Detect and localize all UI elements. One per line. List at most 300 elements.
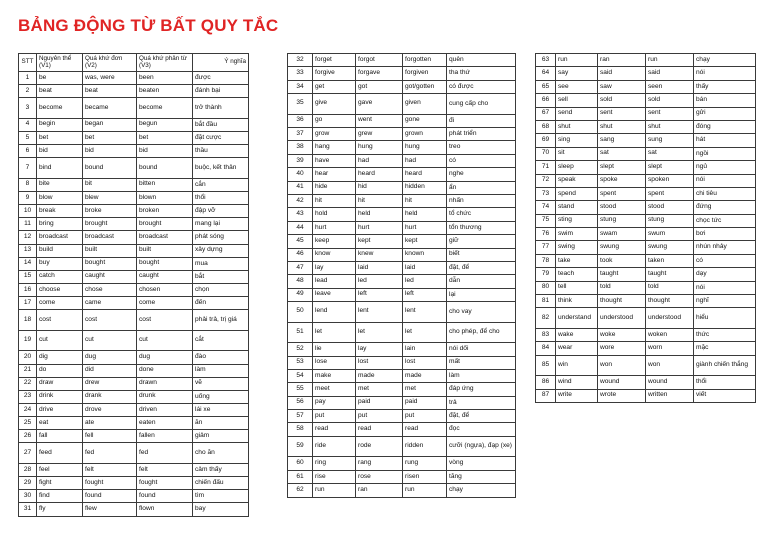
cell-stt: 25 — [19, 417, 37, 430]
table-row — [19, 270, 249, 283]
cell-meaning: đóng — [694, 120, 756, 133]
cell-v1: buy — [37, 257, 83, 270]
cell-v3: hit — [403, 195, 447, 208]
cell-v3: woken — [646, 328, 694, 341]
cell-stt: 6 — [19, 145, 37, 158]
cell-meaning: làm — [193, 364, 249, 377]
cell-v1: sing — [556, 134, 598, 147]
cell-v1: bite — [37, 178, 83, 191]
cell-v1: leave — [313, 288, 356, 301]
cell-meaning: mua — [193, 257, 249, 270]
table-row — [536, 201, 756, 214]
cell-v2: rose — [356, 470, 403, 483]
table-row — [536, 94, 756, 107]
cell-meaning: cảm thấy — [193, 463, 249, 476]
table-row — [19, 377, 249, 390]
cell-v3: understood — [646, 308, 694, 329]
cell-v2: dug — [83, 351, 137, 364]
cell-stt: 48 — [288, 275, 313, 288]
cell-v2: heard — [356, 168, 403, 181]
table-row — [288, 235, 516, 248]
cell-v2: let — [356, 322, 403, 343]
cell-v3: stood — [646, 201, 694, 214]
cell-v2: blew — [83, 191, 137, 204]
cell-v1: become — [37, 98, 83, 119]
cell-meaning: ngồi — [694, 147, 756, 160]
cell-v3: ridden — [403, 436, 447, 457]
cell-meaning: chạy — [447, 484, 516, 497]
cell-meaning: thức — [694, 328, 756, 341]
cell-v1: wear — [556, 342, 598, 355]
table-row — [288, 343, 516, 356]
cell-v2: broadcast — [83, 231, 137, 244]
cell-v3: swung — [646, 241, 694, 254]
cell-v1: break — [37, 205, 83, 218]
cell-v1: shut — [556, 120, 598, 133]
cell-v1: bind — [37, 158, 83, 179]
cell-v2: found — [83, 490, 137, 503]
cell-v3: driven — [137, 403, 193, 416]
cell-v1: send — [556, 107, 598, 120]
cell-v1: begin — [37, 118, 83, 131]
cell-stt: 72 — [536, 174, 556, 187]
cell-v2: forgave — [356, 67, 403, 80]
cell-meaning: đánh bại — [193, 85, 249, 98]
cell-v3: caught — [137, 270, 193, 283]
cell-v1: speak — [556, 174, 598, 187]
cell-stt: 31 — [19, 503, 37, 516]
verb-table-1 — [18, 53, 249, 517]
cell-stt: 43 — [288, 208, 313, 221]
cell-v1: swim — [556, 228, 598, 241]
cell-v2: left — [356, 288, 403, 301]
cell-stt: 57 — [288, 410, 313, 423]
cell-v1: lend — [313, 302, 356, 323]
cell-v1: keep — [313, 235, 356, 248]
cell-v3: made — [403, 369, 447, 382]
cell-meaning: nói — [694, 174, 756, 187]
cell-v2: drew — [83, 377, 137, 390]
cell-meaning: đến — [193, 297, 249, 310]
cell-v2: fell — [83, 430, 137, 443]
table-row — [536, 80, 756, 93]
cell-v2: lost — [356, 356, 403, 369]
cell-meaning: nói — [694, 281, 756, 294]
cell-stt: 47 — [288, 261, 313, 274]
table-row — [536, 281, 756, 294]
cell-v3: bought — [137, 257, 193, 270]
cell-v3: won — [646, 355, 694, 376]
cell-v2: beat — [83, 85, 137, 98]
cell-stt: 71 — [536, 161, 556, 174]
cell-meaning: chạy — [694, 54, 756, 67]
cell-stt: 77 — [536, 241, 556, 254]
cell-stt: 29 — [19, 477, 37, 490]
table-row — [288, 275, 516, 288]
cell-meaning: cắn — [193, 178, 249, 191]
cell-v1: wind — [556, 376, 598, 389]
cell-v2: did — [83, 364, 137, 377]
table-row — [288, 423, 516, 436]
table-row — [288, 94, 516, 115]
cell-v2: bid — [83, 145, 137, 158]
cell-v2: met — [356, 383, 403, 396]
cell-v2: laid — [356, 261, 403, 274]
table-row — [19, 297, 249, 310]
cell-meaning: tha thứ — [447, 67, 516, 80]
cell-v1: cut — [37, 330, 83, 351]
cell-stt: 65 — [536, 80, 556, 93]
cell-meaning: nói dối — [447, 343, 516, 356]
cell-v1: give — [313, 94, 356, 115]
cell-meaning: có — [694, 254, 756, 267]
cell-stt: 3 — [19, 98, 37, 119]
cell-v2: caught — [83, 270, 137, 283]
cell-meaning: bán — [694, 94, 756, 107]
table-row — [19, 443, 249, 464]
cell-v1: spend — [556, 187, 598, 200]
cell-v3: rung — [403, 457, 447, 470]
cell-v1: swing — [556, 241, 598, 254]
table-row — [288, 261, 516, 274]
cell-v3: thought — [646, 295, 694, 308]
cell-v1: bid — [37, 145, 83, 158]
cell-v2: wore — [598, 342, 646, 355]
table-row — [19, 417, 249, 430]
cell-meaning: thổi — [193, 191, 249, 204]
cell-v3: come — [137, 297, 193, 310]
cell-v1: sell — [556, 94, 598, 107]
cell-v3: lent — [403, 302, 447, 323]
cell-stt: 64 — [536, 67, 556, 80]
cell-stt: 69 — [536, 134, 556, 147]
cell-v3: fought — [137, 477, 193, 490]
table-row — [288, 80, 516, 93]
cell-meaning: biết — [447, 248, 516, 261]
cell-v2: spent — [598, 187, 646, 200]
cell-v3: forgiven — [403, 67, 447, 80]
cell-stt: 23 — [19, 390, 37, 403]
cell-v1: meet — [313, 383, 356, 396]
cell-meaning: uống — [193, 390, 249, 403]
table-row — [288, 383, 516, 396]
cell-v2: told — [598, 281, 646, 294]
cell-v1: let — [313, 322, 356, 343]
table-row — [19, 98, 249, 119]
cell-stt: 83 — [536, 328, 556, 341]
table-row — [536, 295, 756, 308]
cell-v3: left — [403, 288, 447, 301]
cell-v3: worn — [646, 342, 694, 355]
cell-v3: laid — [403, 261, 447, 274]
cell-v3: given — [403, 94, 447, 115]
cell-v3: taught — [646, 268, 694, 281]
cell-v2: taught — [598, 268, 646, 281]
cell-stt: 75 — [536, 214, 556, 227]
cell-stt: 80 — [536, 281, 556, 294]
cell-meaning: cho phép, để cho — [447, 322, 516, 343]
cell-v1: run — [556, 54, 598, 67]
cell-v3: grown — [403, 128, 447, 141]
cell-v2: wound — [598, 376, 646, 389]
cell-stt: 63 — [536, 54, 556, 67]
cell-v3: forgotten — [403, 54, 447, 67]
table-row — [19, 403, 249, 416]
cell-v3: known — [403, 248, 447, 261]
cell-v1: feel — [37, 463, 83, 476]
table-row — [288, 322, 516, 343]
cell-v2: slept — [598, 161, 646, 174]
cell-meaning: đáp ứng — [447, 383, 516, 396]
cell-stt: 24 — [19, 403, 37, 416]
cell-v3: risen — [403, 470, 447, 483]
cell-v3: run — [403, 484, 447, 497]
cell-meaning: dẫn — [447, 275, 516, 288]
cell-v3: found — [137, 490, 193, 503]
cell-meaning: cho ăn — [193, 443, 249, 464]
cell-meaning: vòng — [447, 457, 516, 470]
table-row — [536, 134, 756, 147]
cell-v2: cut — [83, 330, 137, 351]
cell-meaning: nhấn — [447, 195, 516, 208]
cell-v2: kept — [356, 235, 403, 248]
cell-stt: 7 — [19, 158, 37, 179]
cell-v2: became — [83, 98, 137, 119]
cell-stt: 53 — [288, 356, 313, 369]
cell-v3: seen — [646, 80, 694, 93]
table-row — [19, 330, 249, 351]
cell-meaning: lại — [447, 288, 516, 301]
cell-v1: pay — [313, 396, 356, 409]
cell-v3: bound — [137, 158, 193, 179]
cell-stt: 81 — [536, 295, 556, 308]
table-row — [19, 257, 249, 270]
cell-v3: written — [646, 389, 694, 402]
cell-v1: make — [313, 369, 356, 382]
table-row — [288, 288, 516, 301]
table-row — [288, 457, 516, 470]
cell-v2: sat — [598, 147, 646, 160]
cell-v3: built — [137, 244, 193, 257]
cell-v3: broken — [137, 205, 193, 218]
cell-v3: swum — [646, 228, 694, 241]
cell-meaning: chiến đấu — [193, 477, 249, 490]
cell-v3: cost — [137, 310, 193, 331]
cell-v2: wrote — [598, 389, 646, 402]
cell-stt: 87 — [536, 389, 556, 402]
table-row — [19, 463, 249, 476]
cell-meaning: xây dựng — [193, 244, 249, 257]
cell-stt: 56 — [288, 396, 313, 409]
cell-v3: bet — [137, 131, 193, 144]
cell-v1: sting — [556, 214, 598, 227]
table-row — [288, 369, 516, 382]
table-row — [536, 328, 756, 341]
cell-v2: drank — [83, 390, 137, 403]
cell-v3: chosen — [137, 284, 193, 297]
cell-v2: bound — [83, 158, 137, 179]
cell-v1: hide — [313, 181, 356, 194]
table-row — [288, 128, 516, 141]
cell-v1: fall — [37, 430, 83, 443]
cell-v2: flew — [83, 503, 137, 516]
cell-meaning: phải trả, trị giá — [193, 310, 249, 331]
table-row — [19, 145, 249, 158]
cell-v1: see — [556, 80, 598, 93]
cell-v1: feed — [37, 443, 83, 464]
cell-stt: 62 — [288, 484, 313, 497]
table-row — [19, 218, 249, 231]
cell-v2: lay — [356, 343, 403, 356]
cell-v1: forget — [313, 54, 356, 67]
cell-v3: put — [403, 410, 447, 423]
cell-v3: met — [403, 383, 447, 396]
cell-v2: came — [83, 297, 137, 310]
cell-stt: 44 — [288, 221, 313, 234]
cell-v2: lent — [356, 302, 403, 323]
header-v2: Quá khứ đơn (V2) — [83, 54, 137, 72]
cell-meaning: có — [447, 154, 516, 167]
table-row — [19, 477, 249, 490]
cell-meaning: được — [193, 72, 249, 85]
table-row — [19, 503, 249, 516]
table-row — [288, 302, 516, 323]
cell-meaning: mất — [447, 356, 516, 369]
cell-v3: said — [646, 67, 694, 80]
cell-v2: fought — [83, 477, 137, 490]
cell-v1: beat — [37, 85, 83, 98]
cell-v1: get — [313, 80, 356, 93]
table-row — [536, 254, 756, 267]
cell-stt: 34 — [288, 80, 313, 93]
cell-v1: hurt — [313, 221, 356, 234]
cell-v3: had — [403, 154, 447, 167]
cell-v1: blow — [37, 191, 83, 204]
cell-meaning: chọc tức — [694, 214, 756, 227]
cell-v2: ran — [356, 484, 403, 497]
table-row — [19, 205, 249, 218]
table-row — [288, 154, 516, 167]
cell-v1: think — [556, 295, 598, 308]
cell-v1: dig — [37, 351, 83, 364]
cell-meaning: giữ — [447, 235, 516, 248]
cell-stt: 30 — [19, 490, 37, 503]
cell-v2: hit — [356, 195, 403, 208]
cell-v1: teach — [556, 268, 598, 281]
table-row — [288, 396, 516, 409]
cell-v3: fed — [137, 443, 193, 464]
cell-v2: understood — [598, 308, 646, 329]
cell-v1: lose — [313, 356, 356, 369]
cell-v1: choose — [37, 284, 83, 297]
cell-v3: done — [137, 364, 193, 377]
cell-stt: 78 — [536, 254, 556, 267]
cell-v3: dug — [137, 351, 193, 364]
table-row — [288, 436, 516, 457]
cell-meaning: làm — [447, 369, 516, 382]
table-row — [19, 231, 249, 244]
table-row — [536, 241, 756, 254]
cell-v3: hurt — [403, 221, 447, 234]
cell-v3: lost — [403, 356, 447, 369]
cell-v1: bring — [37, 218, 83, 231]
table-row — [288, 221, 516, 234]
cell-v2: knew — [356, 248, 403, 261]
cell-v3: slept — [646, 161, 694, 174]
table-row — [288, 410, 516, 423]
cell-v1: tell — [556, 281, 598, 294]
cell-v1: win — [556, 355, 598, 376]
cell-meaning: đọc — [447, 423, 516, 436]
cell-stt: 8 — [19, 178, 37, 191]
cell-meaning: giảm — [193, 430, 249, 443]
cell-v2: sold — [598, 94, 646, 107]
table-row — [19, 284, 249, 297]
cell-v3: sat — [646, 147, 694, 160]
table-row — [288, 168, 516, 181]
cell-v3: heard — [403, 168, 447, 181]
table-row — [288, 195, 516, 208]
cell-v2: got — [356, 80, 403, 93]
cell-v2: swung — [598, 241, 646, 254]
cell-v1: lie — [313, 343, 356, 356]
cell-v2: said — [598, 67, 646, 80]
cell-meaning: buộc, kết thân — [193, 158, 249, 179]
cell-v3: sold — [646, 94, 694, 107]
cell-v2: broke — [83, 205, 137, 218]
table-row — [288, 67, 516, 80]
cell-stt: 46 — [288, 248, 313, 261]
cell-v1: ring — [313, 457, 356, 470]
cell-v3: become — [137, 98, 193, 119]
cell-v3: flown — [137, 503, 193, 516]
cell-meaning: dạy — [694, 268, 756, 281]
table-row — [288, 208, 516, 221]
cell-stt: 54 — [288, 369, 313, 382]
cell-stt: 10 — [19, 205, 37, 218]
cell-stt: 33 — [288, 67, 313, 80]
cell-v2: spoke — [598, 174, 646, 187]
cell-v1: know — [313, 248, 356, 261]
table-row — [19, 364, 249, 377]
table-row — [288, 248, 516, 261]
cell-v1: rise — [313, 470, 356, 483]
cell-v1: drive — [37, 403, 83, 416]
cell-v3: stung — [646, 214, 694, 227]
cell-v2: saw — [598, 80, 646, 93]
cell-stt: 5 — [19, 131, 37, 144]
cell-v3: spoken — [646, 174, 694, 187]
cell-meaning: gửi — [694, 107, 756, 120]
cell-v3: got/gotten — [403, 80, 447, 93]
cell-meaning: tổn thương — [447, 221, 516, 234]
cell-v3: kept — [403, 235, 447, 248]
cell-v3: felt — [137, 463, 193, 476]
cell-meaning: có được — [447, 80, 516, 93]
cell-v3: sung — [646, 134, 694, 147]
cell-stt: 22 — [19, 377, 37, 390]
cell-v2: stung — [598, 214, 646, 227]
cell-v3: cut — [137, 330, 193, 351]
table-row — [19, 430, 249, 443]
header-meaning: Ý nghĩa — [193, 54, 249, 72]
cell-v1: read — [313, 423, 356, 436]
cell-v3: shut — [646, 120, 694, 133]
cell-v1: go — [313, 114, 356, 127]
cell-v1: eat — [37, 417, 83, 430]
table-row — [536, 67, 756, 80]
cell-v1: draw — [37, 377, 83, 390]
